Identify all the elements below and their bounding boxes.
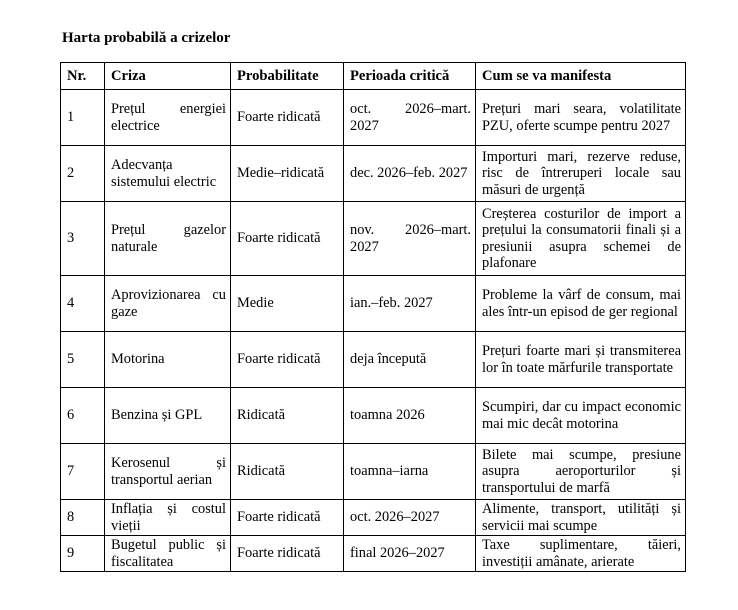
table-row [61,90,686,146]
cell-perioada: nov. 2026–mart. 2027 [344,202,476,276]
crisis-table [60,62,686,572]
cell-nr: 3 [61,202,105,276]
cell-probabilitate: Ridicată [231,444,344,500]
cell-manifestare: Scumpiri, dar cu impact economic mai mic decât motorina [476,388,686,444]
cell-nr: 1 [61,90,105,146]
cell-probabilitate: Foarte ridicată [231,536,344,572]
cell-criza: Motorina [105,332,231,388]
table-row [61,444,686,500]
cell-manifestare: Probleme la vârf de consum, mai ales într-un episod de ger regional [476,276,686,332]
cell-criza: Inflația și costul vieții [105,500,231,536]
cell-manifestare: Prețuri mari seara, volatilitate PZU, oferte scumpe pentru 2027 [476,90,686,146]
header-probabilitate: Probabilitate [231,63,344,90]
cell-probabilitate: Foarte ridicată [231,332,344,388]
cell-nr: 8 [61,500,105,536]
cell-perioada: deja începută [344,332,476,388]
cell-nr: 9 [61,536,105,572]
cell-perioada: final 2026–2027 [344,536,476,572]
cell-probabilitate: Foarte ridicată [231,90,344,146]
cell-criza: Adecvanța sistemului electric [105,146,231,202]
table-row [61,202,686,276]
cell-criza: Benzina și GPL [105,388,231,444]
cell-probabilitate: Foarte ridicată [231,202,344,276]
cell-manifestare: Taxe suplimentare, tăieri, investiții amânate, arierate [476,536,686,572]
header-nr: Nr. [61,63,105,90]
table-row [61,276,686,332]
cell-manifestare: Bilete mai scumpe, presiune asupra aeroporturilor și transportului de marfă [476,444,686,500]
cell-nr: 5 [61,332,105,388]
table-row [61,536,686,572]
cell-nr: 2 [61,146,105,202]
cell-probabilitate: Foarte ridicată [231,500,344,536]
cell-criza: Bugetul public și fiscalitatea [105,536,231,572]
cell-manifestare: Creșterea costurilor de import a prețului la consumatorii finali și a presiunii asupra schemei de plafonare [476,202,686,276]
cell-criza: Prețul gazelor naturale [105,202,231,276]
cell-perioada: toamna 2026 [344,388,476,444]
cell-perioada: dec. 2026–feb. 2027 [344,146,476,202]
cell-probabilitate: Medie [231,276,344,332]
cell-nr: 7 [61,444,105,500]
document-title: Harta probabilă a crizelor [62,30,231,46]
table-row [61,146,686,202]
header-manifestare: Cum se va manifesta [476,63,686,90]
cell-perioada: oct. 2026–mart. 2027 [344,90,476,146]
cell-nr: 4 [61,276,105,332]
cell-probabilitate: Medie–ridicată [231,146,344,202]
cell-nr: 6 [61,388,105,444]
cell-perioada: toamna–iarna [344,444,476,500]
table-row [61,332,686,388]
cell-criza: Prețul energiei electrice [105,90,231,146]
table-header-row [61,63,686,90]
cell-criza: Kerosenul și transportul aerian [105,444,231,500]
cell-manifestare: Alimente, transport, utilități și servicii mai scumpe [476,500,686,536]
cell-manifestare: Importuri mari, rezerve reduse, risc de întreruperi locale sau măsuri de urgență [476,146,686,202]
header-perioada: Perioada critică [344,63,476,90]
table-row [61,388,686,444]
table-row [61,500,686,536]
header-criza: Criza [105,63,231,90]
cell-manifestare: Prețuri foarte mari și transmiterea lor în toate mărfurile transportate [476,332,686,388]
cell-perioada: ian.–feb. 2027 [344,276,476,332]
cell-probabilitate: Ridicată [231,388,344,444]
cell-criza: Aprovizionarea cu gaze [105,276,231,332]
cell-perioada: oct. 2026–2027 [344,500,476,536]
